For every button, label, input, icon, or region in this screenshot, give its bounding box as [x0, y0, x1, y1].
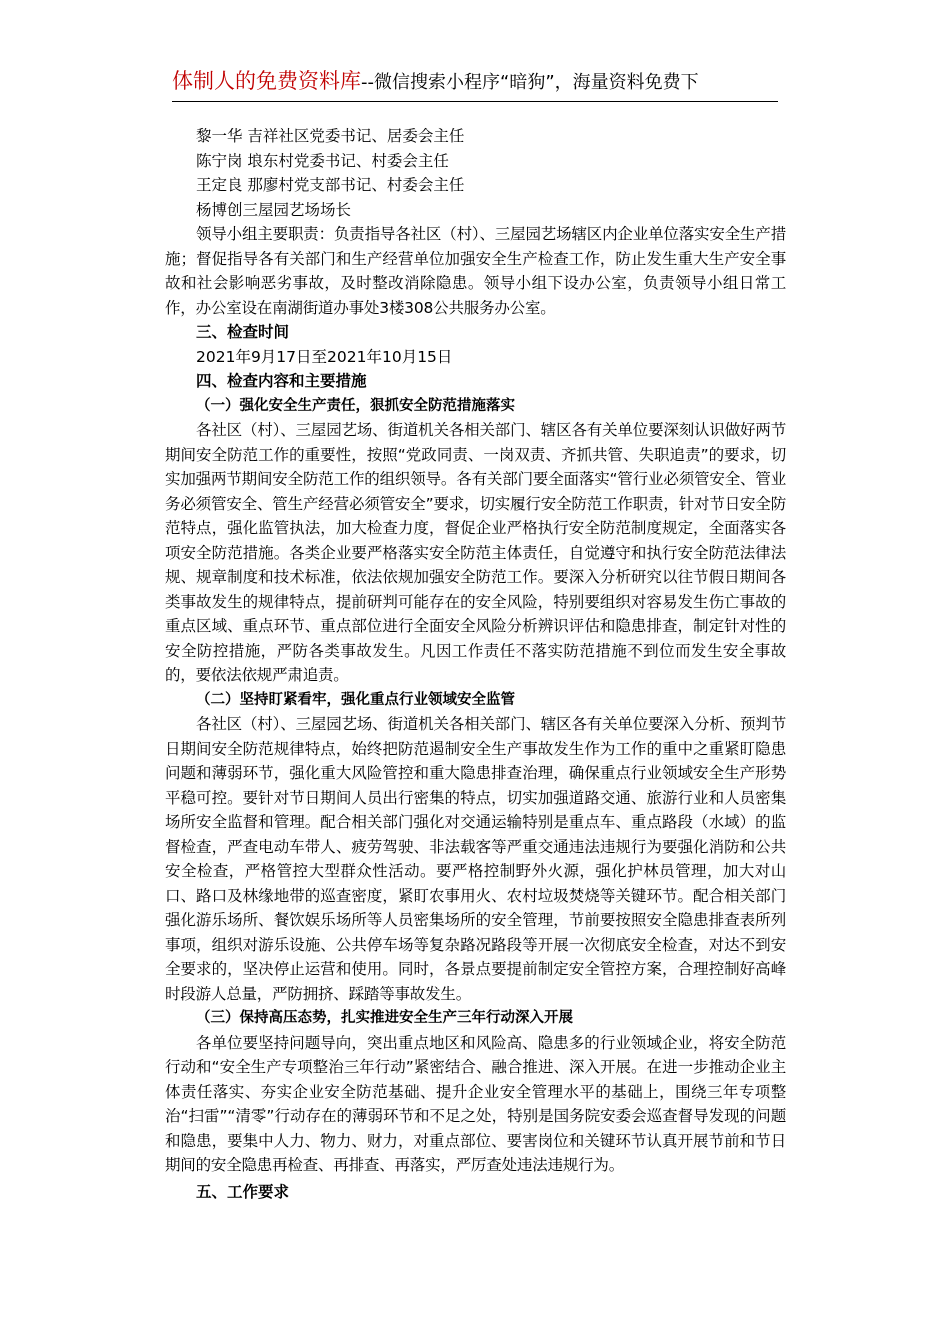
subsection-heading: （三）保持高压态势，扎实推进安全生产三年行动深入开展	[196, 1009, 573, 1026]
subsection-paragraph: 各社区（村）、三屋园艺场、街道机关各相关部门、辖区各有关单位要深入分析、预判节日期间安全防范规律特点，始终把防范遏制安全生产事故发生作为工作的重中之重紧盯隐患问题和薄弱环节，强化重大风险管控和重大隐患排查治理，确保重点行业领域安全生产形势平稳可控。要针对节日期间人员出行密集的特点，切实加强道路交通、旅游行业和人员密集场所安全监督和管理。配合相关部门强化对交通运输特别是重点车、重点路段（水域）的监督检查，严查电动车带人、疲劳驾驶、非法载客等严重交通违法违规行为要强化消防和公共安全检查，严格管控大型群众性活动。要严格控制野外火源，强化护林员管理，加大对山口、路口及林缘地带的巡查密度，紧盯农事用火、农村垃圾焚烧等关键环节。配合相关部门强化游乐场所、餐饮娱乐场所等人员密集场所的安全管理，节前要按照安全隐患排查表所列事项，组织对游乐设施、公共停车场等复杂路况路段等开展一次彻底安全检查，对达不到安全要求的，坚决停止运营和使用。同时，各景点要提前制定安全管控方案，合理控制好高峰时段游人总量，严防拥挤、踩踏等事故发生。	[165, 715, 786, 1003]
section-heading: 四、检查内容和主要措施	[196, 372, 367, 390]
duties-paragraph: 领导小组主要职责：负责指导各社区（村）、三屋园艺场辖区内企业单位落实安全生产措施；督促指导各有关部门和生产经营单位加强安全生产检查工作，防止发生重大生产安全事故和社会影响恶劣事故，及时整改消除隐患。领导小组下设办公室，负责领导小组日常工作，办公室设在南湖街道办事处3楼308公共服务办公室。	[165, 225, 786, 317]
subsection-paragraph: 各社区（村）、三屋园艺场、街道机关各相关部门、辖区各有关单位要深刻认识做好两节期间安全防范工作的重要性，按照“党政同责、一岗双责、齐抓共管、失职追责”的要求，切实加强两节期间安全防范工作的组织领导。各有关部门要全面落实“管行业必须管安全、管业务必须管安全、管生产经营必须管安全”要求，切实履行安全防范工作职责，针对节日安全防范特点，强化监管执法，加大检查力度，督促企业严格执行安全防范制度规定，全面落实各项安全防范措施。各类企业要严格落实安全防范主体责任，自觉遵守和执行安全防范法律法规、规章制度和技术标准，依法依规加强安全防范工作。要深入分析研究以往节假日期间各类事故发生的规律特点，提前研判可能存在的安全风险，特别要组织对容易发生伤亡事故的重点区域、重点环节、重点部位进行全面安全风险分析辨识评估和隐患排查，制定针对性的安全防控措施，严防各类事故发生。凡因工作责任不落实防范措施不到位而发生安全事故的，要依法依规严肃追责。	[165, 421, 786, 684]
document-body	[165, 124, 786, 1204]
subsection-paragraph: 各单位要坚持问题导向，突出重点地区和风险高、隐患多的行业领域企业，将安全防范行动和“安全生产专项整治三年行动”紧密结合、融合推进、深入开展。在进一步推动企业主体责任落实、夯实企业安全防范基础、提升企业安全管理水平的基础上，围绕三年专项整治“扫雷”“清零”行动存在的薄弱环节和不足之处，特别是国务院安委会巡查督导发现的问题和隐患，要集中人力、物力、财力，对重点部位、要害岗位和关键环节认真开展节前和节日期间的安全隐患再检查、再排查、再落实，严厉查处违法违规行为。	[165, 1033, 786, 1174]
member-line: 杨博创三屋园艺场场长	[196, 200, 352, 219]
document-header	[172, 66, 778, 98]
header-divider	[172, 101, 778, 102]
header-brand: 体制人的免费资料库	[172, 69, 361, 93]
section-heading: 三、检查时间	[196, 323, 290, 341]
member-line: 王定良 那廖村党支部书记、村委会主任	[196, 176, 465, 194]
header-tagline: --微信搜索小程序“暗狗”，海量资料免费下	[361, 72, 699, 93]
member-line: 黎一华 吉祥社区党委书记、居委会主任	[196, 127, 465, 145]
subsection-heading: （二）坚持盯紧看牢，强化重点行业领域安全监管	[196, 690, 515, 708]
section-heading: 五、工作要求	[196, 1182, 290, 1201]
inspection-date: 2021年9月17日至2021年10月15日	[196, 347, 453, 366]
subsection-heading: （一）强化安全生产责任，狠抓安全防范措施落实	[196, 396, 515, 414]
member-line: 陈宁岗 埌东村党委书记、村委会主任	[196, 151, 449, 170]
